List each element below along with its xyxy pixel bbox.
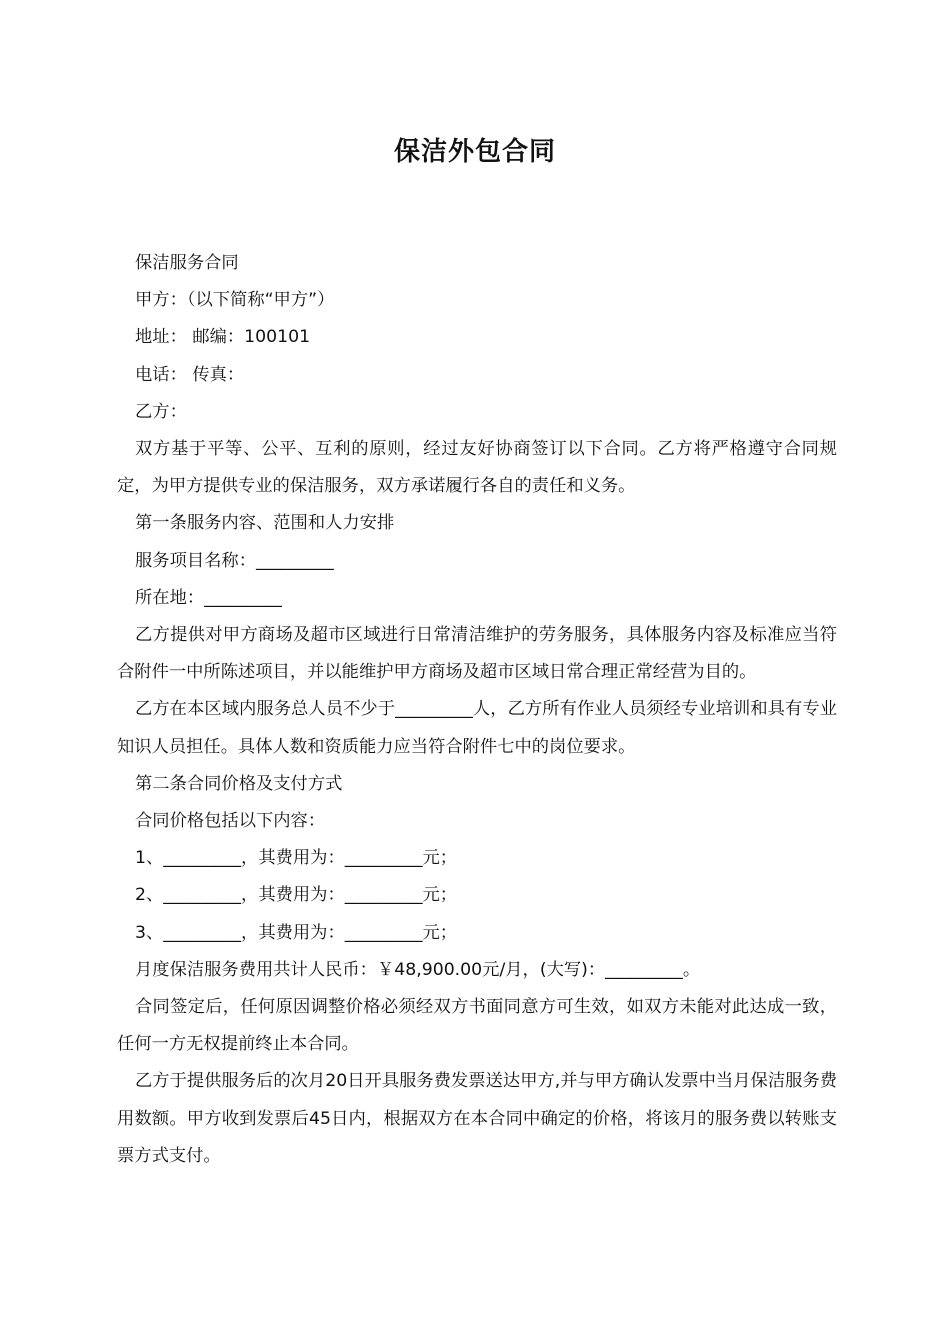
paragraph-payment-terms: 乙方于提供服务后的次月20日开具服务费发票送达甲方,并与甲方确认发票中当月保洁服务费用数额。甲方收到发票后45日内，根据双方在本合同中确定的价格，将该月的服务费以转账支票方式支付。 [117, 1071, 837, 1166]
paragraph-monthly-total: 月度保洁服务费用共计人民币：￥48,900.00元/月，(大写)：_________。 [135, 959, 701, 980]
paragraph-service-scope: 乙方提供对甲方商场及超市区域进行日常清洁维护的劳务服务，具体服务内容及标准应当符合附件一中所陈述项目，并以能维护甲方商场及超市区域日常合理正常经营为目的。 [117, 625, 837, 683]
document-title: 保洁外包合同 [393, 137, 556, 167]
paragraph-preamble: 双方基于平等、公平、互利的原则，经过友好协商签订以下合同。乙方将严格遵守合同规定，为甲方提供专业的保洁服务，双方承诺履行各自的责任和义务。 [117, 439, 837, 497]
paragraph-price-item-1: 1、_________，其费用为：_________元； [135, 848, 458, 869]
paragraph-staffing: 乙方在本区域内服务总人员不少于_________人，乙方所有作业人员须经专业培训和具有专业知识人员担任。具体人数和资质能力应当符合附件七中的岗位要求。 [117, 699, 837, 757]
paragraph-price-intro: 合同价格包括以下内容： [135, 811, 326, 832]
paragraph-price-adjustment: 合同签定后，任何原因调整价格必须经双方书面同意方可生效，如双方未能对此达成一致，任何一方无权提前终止本合同。 [117, 997, 837, 1055]
paragraph-project-name: 服务项目名称：_________ [135, 550, 334, 571]
paragraph-price-item-2: 2、_________，其费用为：_________元； [135, 885, 458, 906]
paragraph-address: 地址： 邮编：100101 [135, 327, 311, 348]
paragraph-phone-fax: 电话： 传真： [135, 364, 245, 385]
document-body [117, 245, 837, 1175]
paragraph-party-b: 乙方： [135, 401, 187, 422]
paragraph-location: 所在地：_________ [135, 587, 282, 608]
section-heading-1: 第一条服务内容、范围和人力安排 [135, 513, 395, 534]
paragraph-contract-name: 保洁服务合同 [135, 253, 239, 273]
section-heading-2: 第二条合同价格及支付方式 [135, 773, 343, 794]
paragraph-price-item-3: 3、_________，其费用为：_________元； [135, 922, 458, 943]
paragraph-party-a: 甲方：（以下简称“甲方”） [135, 290, 335, 311]
